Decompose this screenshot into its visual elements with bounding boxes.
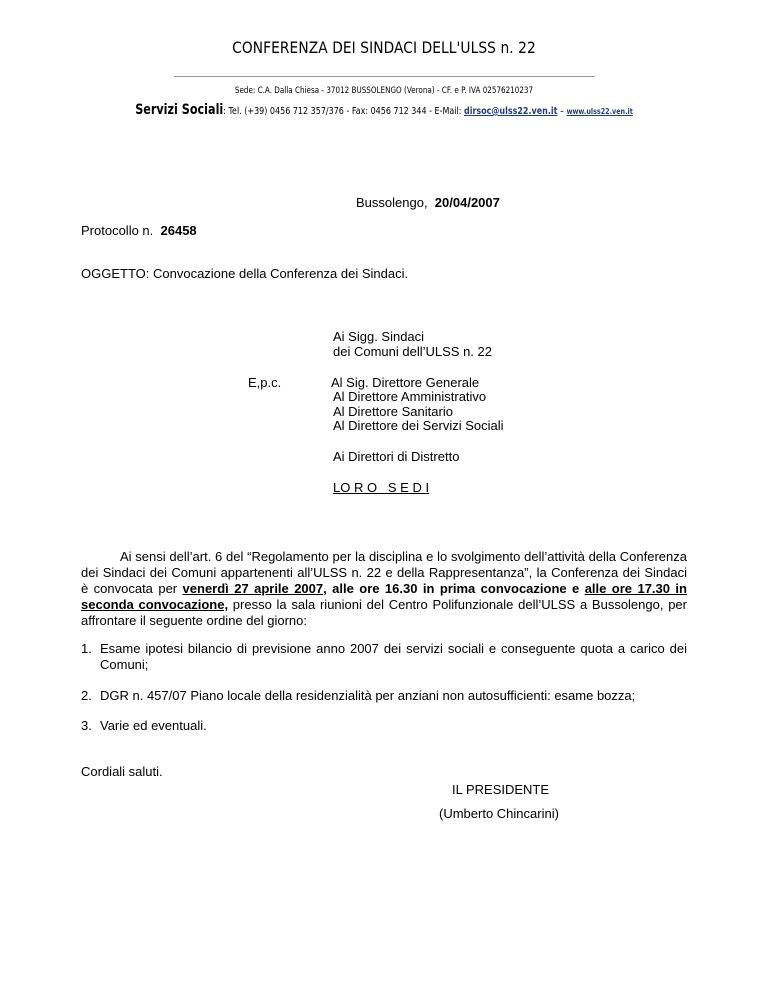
agenda-number: 2. — [81, 688, 92, 703]
body-text: presso la sala riunioni del Centro Polifunzionale dell’ULSS a Bussolengo, per affrontare il seguente ordine del giorno: — [81, 597, 687, 628]
contact-phone-fax: : Tel. (+39) 0456 712 357/376 - Fax: 0456 712 344 - E-Mail: — [223, 106, 464, 117]
cc-line: Al Direttore dei Servizi Sociali — [333, 418, 504, 433]
agenda-item — [81, 688, 687, 704]
cc-line: Al Direttore Sanitario — [333, 404, 453, 419]
agenda-text: Esame ipotesi bilancio di previsione anno 2007 dei servizi sociali e conseguente quota a carico dei Comuni; — [100, 641, 687, 672]
protocol-label: Protocollo n. — [81, 223, 154, 238]
loro-sedi: LO R O S E D I — [333, 480, 430, 495]
letterhead-title: CONFERENZA DEI SINDACI DELL'ULSS n. 22 — [232, 38, 536, 57]
body-paragraph — [81, 549, 687, 629]
agenda-item — [81, 718, 687, 734]
agenda-number: 1. — [81, 641, 92, 656]
place-date — [356, 195, 500, 210]
letterhead-contacts — [77, 102, 691, 118]
recipient-line: dei Comuni dell’ULSS n. 22 — [333, 344, 492, 359]
website-link[interactable]: www.ulss22.ven.it — [566, 107, 633, 116]
cc-label: E,p.c. — [248, 375, 282, 390]
first-convocation: alle ore 16.30 in prima convocazione e — [326, 581, 585, 596]
email-link[interactable]: dirsoc@ulss22.ven.it — [463, 106, 558, 117]
agenda-number: 3. — [81, 718, 92, 733]
letterhead-address: Sede: C.A. Dalla Chiesa - 37012 BUSSOLENGO (Verona) - CF. e P. IVA 02576210237 — [234, 86, 534, 96]
place: Bussolengo, — [356, 195, 428, 210]
date: 20/04/2007 — [434, 195, 500, 210]
body-text: Ai sensi dell’art. 6 del “Regolamento per la disciplina e lo svolgimento dell’attività della Conferenza dei Sindaci dei Comuni appartenenti all’ULSS n. 22 e della Rappresentanza”, la Conferenza dei Sindaci è convocata per — [81, 549, 687, 596]
agenda-item — [81, 641, 687, 673]
signature-name: (Umberto Chincarini) — [439, 806, 559, 821]
meeting-date: venerdì 27 aprile 2007, — [182, 581, 327, 596]
recipient-line: Ai Sigg. Sindaci — [333, 329, 425, 344]
closing: Cordiali saluti. — [81, 764, 163, 779]
signature-role: IL PRESIDENTE — [452, 782, 550, 797]
subject: OGGETTO: Convocazione della Conferenza dei Sindaci. — [81, 266, 409, 281]
second-convocation: alle ore 17.30 in seconda convocazione, — [81, 581, 687, 612]
agenda-text: Varie ed eventuali. — [100, 718, 207, 733]
contact-separator: – — [557, 106, 567, 117]
protocol-line — [81, 223, 197, 238]
agenda-text: DGR n. 457/07 Piano locale della residenzialità per anziani non autosufficienti: esame bozza; — [100, 688, 636, 703]
servizi-sociali-label: Servizi Sociali — [135, 102, 224, 118]
district-directors: Ai Direttori di Distretto — [333, 449, 460, 464]
cc-line: Al Sig. Direttore Generale — [331, 375, 480, 390]
protocol-number: 26458 — [160, 223, 197, 238]
letterhead-divider — [174, 76, 595, 77]
cc-line: Al Direttore Amministrativo — [333, 389, 487, 404]
